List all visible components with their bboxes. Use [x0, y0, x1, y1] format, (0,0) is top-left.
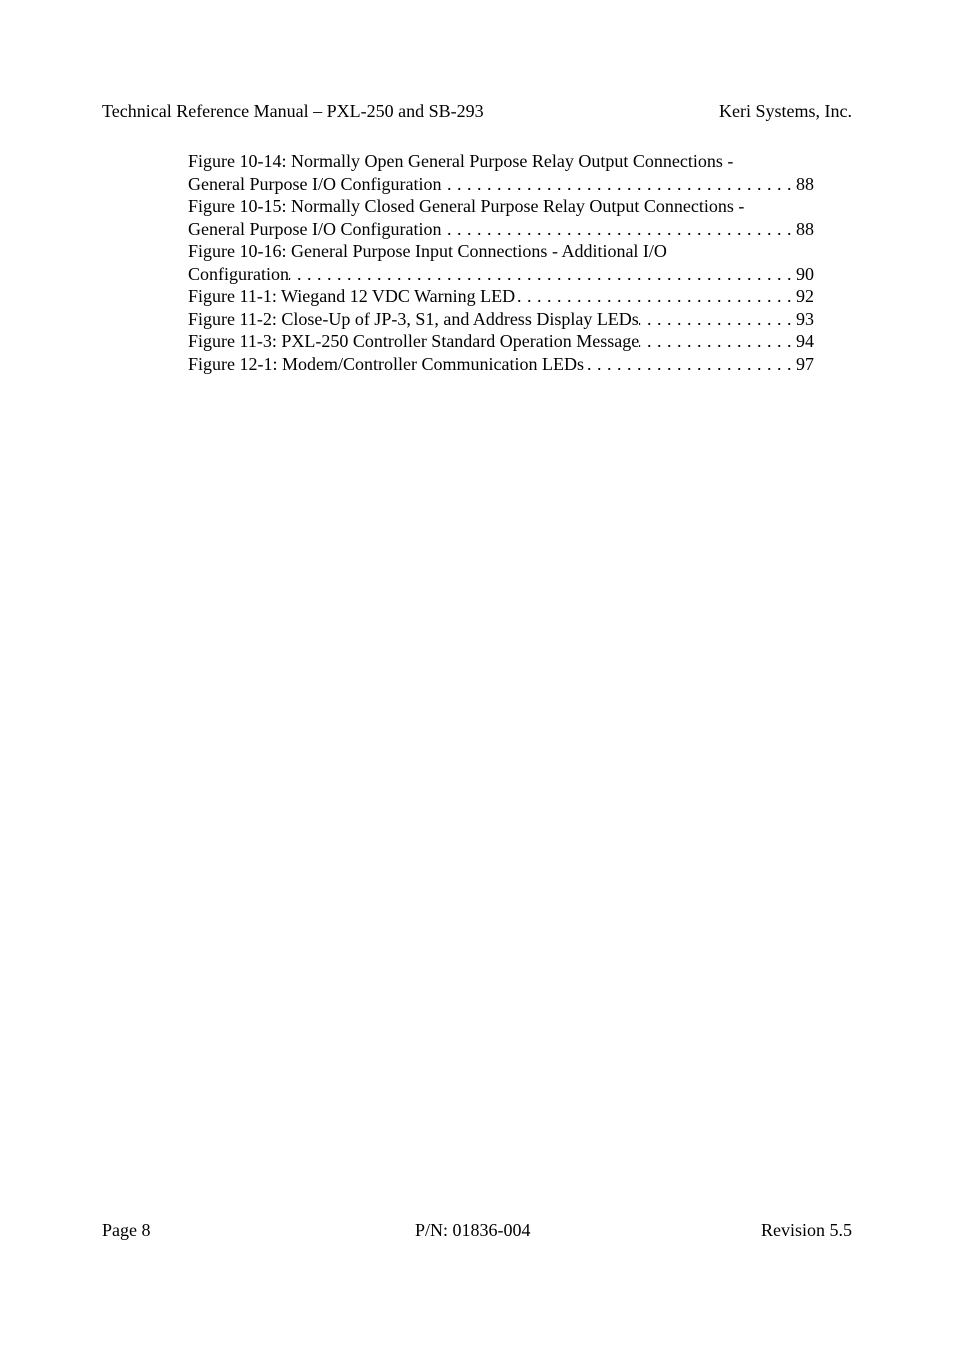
revision-label: Revision 5.5 [760, 1220, 852, 1240]
page-header [102, 100, 852, 122]
dot-leader [584, 353, 796, 376]
page-number: Page 8 [102, 1220, 151, 1240]
dot-leader [441, 218, 796, 241]
toc-entry[interactable] [188, 195, 814, 240]
toc-entry-title-line: General Purpose I/O Configuration [188, 218, 442, 239]
toc-entry[interactable] [188, 150, 814, 195]
toc-page-number: 88 [796, 218, 814, 239]
toc-entry-title-line: Figure 12-1: Modem/Controller Communication LEDs [188, 353, 584, 374]
toc-page-number: 97 [796, 353, 814, 374]
toc-entry-title-line: Figure 10-14: Normally Open General Purpose Relay Output Connections - [188, 151, 734, 171]
dot-leader [515, 285, 796, 308]
toc-entry-title-line: Figure 10-15: Normally Closed General Purpose Relay Output Connections - [188, 196, 745, 216]
toc-page-number: 93 [796, 308, 814, 329]
toc-entry-title-line: Figure 10-16: General Purpose Input Connections - Additional I/O [188, 241, 667, 261]
toc-entry-title-line: Figure 11-3: PXL-250 Controller Standard Operation Message [188, 331, 640, 351]
dot-leader [639, 308, 796, 331]
dot-leader [639, 330, 796, 353]
company-name: Keri Systems, Inc. [719, 101, 852, 121]
toc-page-number: 94 [796, 331, 814, 351]
toc-entry[interactable] [188, 240, 814, 285]
list-of-figures [188, 150, 814, 375]
page-footer [102, 1219, 852, 1241]
toc-entry-title-line: General Purpose I/O Configuration [188, 173, 442, 194]
dot-leader [289, 263, 796, 286]
document-title: Technical Reference Manual – PXL-250 and SB-293 [102, 101, 484, 121]
toc-entry[interactable] [188, 285, 814, 308]
toc-entry[interactable] [188, 308, 814, 331]
toc-entry[interactable] [188, 330, 814, 353]
toc-page-number: 92 [796, 286, 814, 306]
toc-page-number: 90 [796, 263, 814, 284]
dot-leader [441, 173, 796, 196]
toc-entry[interactable] [188, 353, 814, 376]
toc-page-number: 88 [796, 173, 814, 194]
toc-entry-title-line: Configuration [188, 263, 289, 284]
part-number: P/N: 01836-004 [415, 1220, 531, 1240]
toc-entry-title-line: Figure 11-2: Close-Up of JP-3, S1, and Address Display LEDs [188, 308, 639, 329]
toc-entry-title-line: Figure 11-1: Wiegand 12 VDC Warning LED [188, 286, 516, 306]
